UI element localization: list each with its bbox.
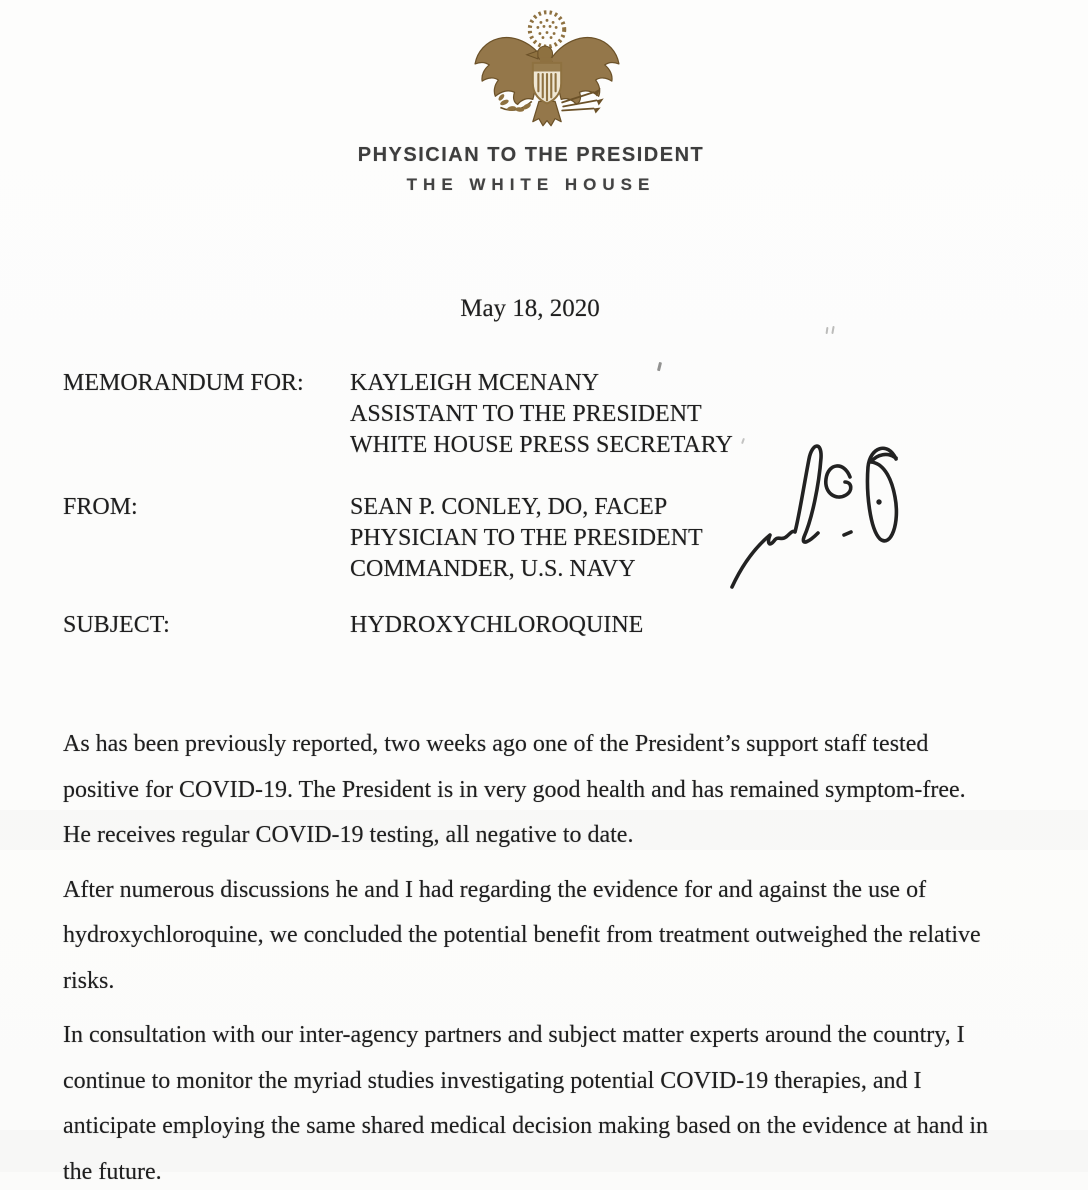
letterhead-subtitle: THE WHITE HOUSE <box>406 175 656 194</box>
letterhead-title: PHYSICIAN TO THE PRESIDENT <box>357 144 705 166</box>
memo-field-label: MEMORANDUM FOR: <box>63 370 304 396</box>
body-line: In consultation with our inter-agency partners and subject matter experts around the country, I <box>63 1022 965 1048</box>
body-line: continue to monitor the myriad studies investigating potential COVID-19 therapies, and I <box>63 1067 922 1094</box>
stray-ink-mark <box>826 327 829 334</box>
memo-field-values <box>350 610 763 641</box>
memo-field-subject <box>63 610 763 641</box>
body-paragraph <box>63 1013 1033 1190</box>
stray-ink-mark <box>831 326 834 334</box>
body-line: hydroxychloroquine, we concluded the potential benefit from treatment outweighed the relative <box>63 922 981 948</box>
body-line: As has been previously reported, two weeks ago one of the President’s support staff tested <box>63 731 929 757</box>
body-line: the future. <box>63 1158 162 1185</box>
body-line: risks. <box>63 967 115 994</box>
body-line: positive for COVID-19. The President is in very good health and has remained symptom-free. <box>63 776 966 803</box>
date-line: May 18, 2020 <box>460 295 600 322</box>
body-line: He receives regular COVID-19 testing, all negative to date. <box>63 822 634 848</box>
signature-handwritten-initials-icon <box>712 405 917 600</box>
great-seal-eagle-icon <box>471 6 623 141</box>
memo-field-from <box>63 492 763 585</box>
memo-body <box>63 722 1033 1190</box>
body-paragraph <box>63 868 1033 1005</box>
memo-field-line: WHITE HOUSE PRESS SECRETARY <box>350 432 733 458</box>
memo-field-line: HYDROXYCHLOROQUINE <box>350 612 644 638</box>
memo-field-label: SUBJECT: <box>63 612 170 638</box>
body-line: anticipate employing the same shared medical decision making based on the evidence at hand in <box>63 1113 989 1139</box>
body-line: After numerous discussions he and I had regarding the evidence for and against the use of <box>63 876 927 903</box>
memo-field-line: KAYLEIGH MCENANY <box>350 370 600 396</box>
memo-field-line: PHYSICIAN TO THE PRESIDENT <box>350 525 703 551</box>
body-paragraph <box>63 722 1033 859</box>
memo-field-line: ASSISTANT TO THE PRESIDENT <box>350 401 702 427</box>
memo-field-label: FROM: <box>63 494 138 520</box>
memo-field-values <box>350 492 763 585</box>
memo-field-line: SEAN P. CONLEY, DO, FACEP <box>350 494 668 520</box>
memo-header-fields <box>63 368 763 641</box>
memo-field-values <box>350 368 763 461</box>
memo-field-line: COMMANDER, U.S. NAVY <box>350 556 636 582</box>
memo-field-for <box>63 368 763 461</box>
